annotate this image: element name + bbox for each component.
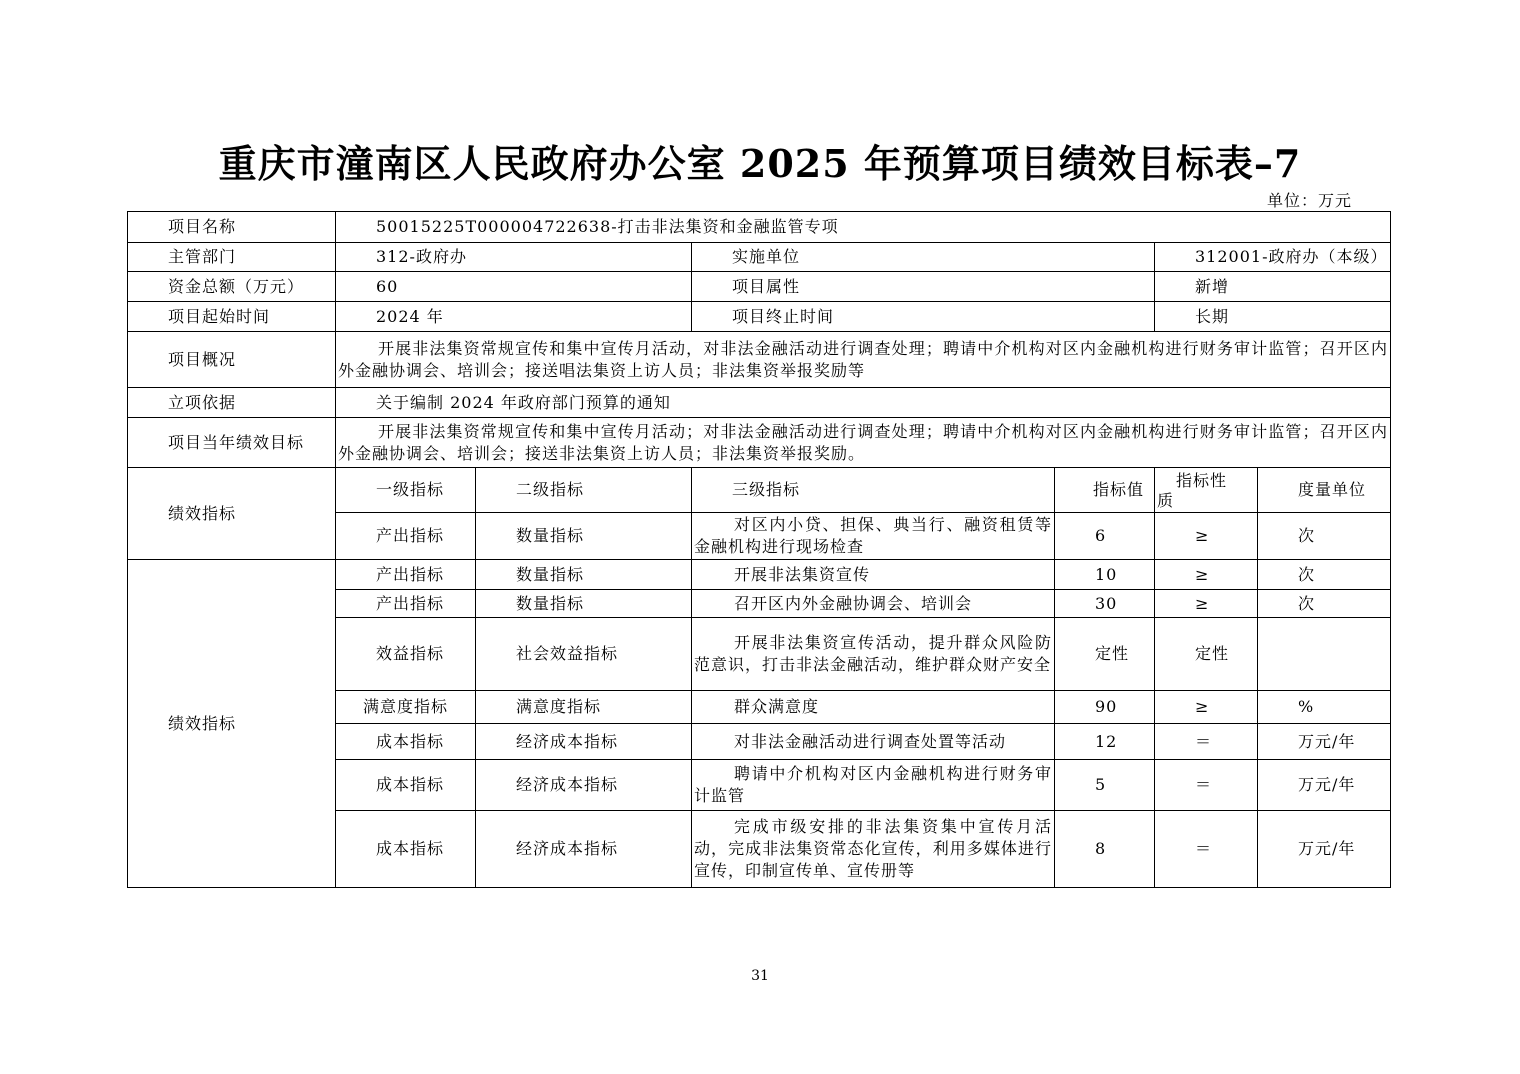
row5-unit: 万元/年: [1258, 724, 1391, 760]
row-dept: [128, 243, 1391, 272]
row2-l2: 数量指标: [476, 590, 692, 618]
fund-label: 资金总额（万元）: [128, 272, 336, 302]
row2-l1: 产出指标: [336, 590, 476, 618]
row7-nature: ＝: [1155, 811, 1258, 888]
dept-label: 主管部门: [128, 243, 336, 272]
row4-unit: %: [1258, 691, 1391, 724]
row1-value: 10: [1055, 560, 1155, 590]
goal-value: 开展非法集资常规宣传和集中宣传月活动；对非法金融活动进行调查处理；聘请中介机构对区内金融机构进行财务审计监管；召开区内外金融协调会、培训会；接送非法集资上访人员；非法集资举报奖励。: [336, 418, 1391, 468]
row6-unit: 万元/年: [1258, 760, 1391, 811]
page-number: 31: [751, 968, 769, 984]
fund-value: 60: [336, 272, 692, 302]
start-label: 项目起始时间: [128, 302, 336, 332]
row6-value: 5: [1055, 760, 1155, 811]
row3-l3: 开展非法集资宣传活动，提升群众风险防范意识，打击非法金融活动，维护群众财产安全: [692, 618, 1055, 691]
row0-value: 6: [1055, 513, 1155, 560]
header-level1: 一级指标: [336, 468, 476, 513]
header-nature-bottom: 质: [1157, 491, 1175, 510]
performance-table: [127, 211, 1391, 888]
row2-l3: 召开区内外金融协调会、培训会: [692, 590, 1055, 618]
impl-label: 实施单位: [692, 243, 1155, 272]
row2-value: 30: [1055, 590, 1155, 618]
header-unit: 度量单位: [1258, 468, 1391, 513]
row4-l3: 群众满意度: [692, 691, 1055, 724]
row1-unit: 次: [1258, 560, 1391, 590]
row2-unit: 次: [1258, 590, 1391, 618]
header-level2: 二级指标: [476, 468, 692, 513]
header-value: 指标值: [1055, 468, 1155, 513]
row-project-name: [128, 212, 1391, 243]
attr-value: 新增: [1155, 272, 1391, 302]
row4-l1: 满意度指标: [336, 691, 476, 724]
row3-l1: 效益指标: [336, 618, 476, 691]
row3-value: 定性: [1055, 618, 1155, 691]
header-nature-top: 指标性: [1175, 471, 1227, 490]
impl-value: 312001-政府办（本级）: [1155, 243, 1391, 272]
basis-label: 立项依据: [128, 388, 336, 418]
row5-value: 12: [1055, 724, 1155, 760]
row-fund: [128, 272, 1391, 302]
row0-l3: 对区内小贷、担保、典当行、融资租赁等金融机构进行现场检查: [692, 513, 1055, 560]
end-value: 长期: [1155, 302, 1391, 332]
row1-l1: 产出指标: [336, 560, 476, 590]
dept-value: 312-政府办: [336, 243, 692, 272]
row6-l3: 聘请中介机构对区内金融机构进行财务审计监管: [692, 760, 1055, 811]
row6-l1: 成本指标: [336, 760, 476, 811]
row0-unit: 次: [1258, 513, 1391, 560]
row7-l2: 经济成本指标: [476, 811, 692, 888]
start-value: 2024 年: [336, 302, 692, 332]
overview-label: 项目概况: [128, 332, 336, 388]
project-name-value: 50015225T000004722638-打击非法集资和金融监管专项: [336, 212, 1391, 243]
row3-unit: [1258, 618, 1391, 691]
header-nature: [1155, 468, 1258, 513]
row5-l1: 成本指标: [336, 724, 476, 760]
goal-label: 项目当年绩效目标: [128, 418, 336, 468]
row0-l2: 数量指标: [476, 513, 692, 560]
row2-nature: ≥: [1155, 590, 1258, 618]
row-period: [128, 302, 1391, 332]
row7-value: 8: [1055, 811, 1155, 888]
unit-label: 单位：万元: [1266, 191, 1352, 210]
indicator-section-label-1: 绩效指标: [128, 468, 336, 560]
row0-l1: 产出指标: [336, 513, 476, 560]
row-goal: [128, 418, 1391, 468]
row-overview: [128, 332, 1391, 388]
row6-l2: 经济成本指标: [476, 760, 692, 811]
row3-nature: 定性: [1155, 618, 1258, 691]
row7-unit: 万元/年: [1258, 811, 1391, 888]
row5-l2: 经济成本指标: [476, 724, 692, 760]
overview-value: 开展非法集资常规宣传和集中宣传月活动，对非法金融活动进行调查处理；聘请中介机构对区内金融机构进行财务审计监管；召开区内外金融协调会、培训会；接送唱法集资上访人员；非法集资举报奖励等: [336, 332, 1391, 388]
row1-l3: 开展非法集资宣传: [692, 560, 1055, 590]
attr-label: 项目属性: [692, 272, 1155, 302]
row1-nature: ≥: [1155, 560, 1258, 590]
row4-nature: ≥: [1155, 691, 1258, 724]
row1-l2: 数量指标: [476, 560, 692, 590]
row4-value: 90: [1055, 691, 1155, 724]
header-level3: 三级指标: [692, 468, 1055, 513]
table-row: [128, 560, 1391, 590]
row5-nature: ＝: [1155, 724, 1258, 760]
row5-l3: 对非法金融活动进行调查处置等活动: [692, 724, 1055, 760]
row7-l1: 成本指标: [336, 811, 476, 888]
indicator-section-label-2: 绩效指标: [128, 560, 336, 888]
row4-l2: 满意度指标: [476, 691, 692, 724]
row7-l3: 完成市级安排的非法集资集中宣传月活动，完成非法集资常态化宣传，利用多媒体进行宣传，印制宣传单、宣传册等: [692, 811, 1055, 888]
basis-value: 关于编制 2024 年政府部门预算的通知: [336, 388, 1391, 418]
row3-l2: 社会效益指标: [476, 618, 692, 691]
row6-nature: ＝: [1155, 760, 1258, 811]
project-name-label: 项目名称: [128, 212, 336, 243]
page-title: 重庆市潼南区人民政府办公室 2025 年预算项目绩效目标表–7: [218, 141, 1302, 186]
row-basis: [128, 388, 1391, 418]
indicator-header-row: [128, 468, 1391, 513]
row0-nature: ≥: [1155, 513, 1258, 560]
end-label: 项目终止时间: [692, 302, 1155, 332]
